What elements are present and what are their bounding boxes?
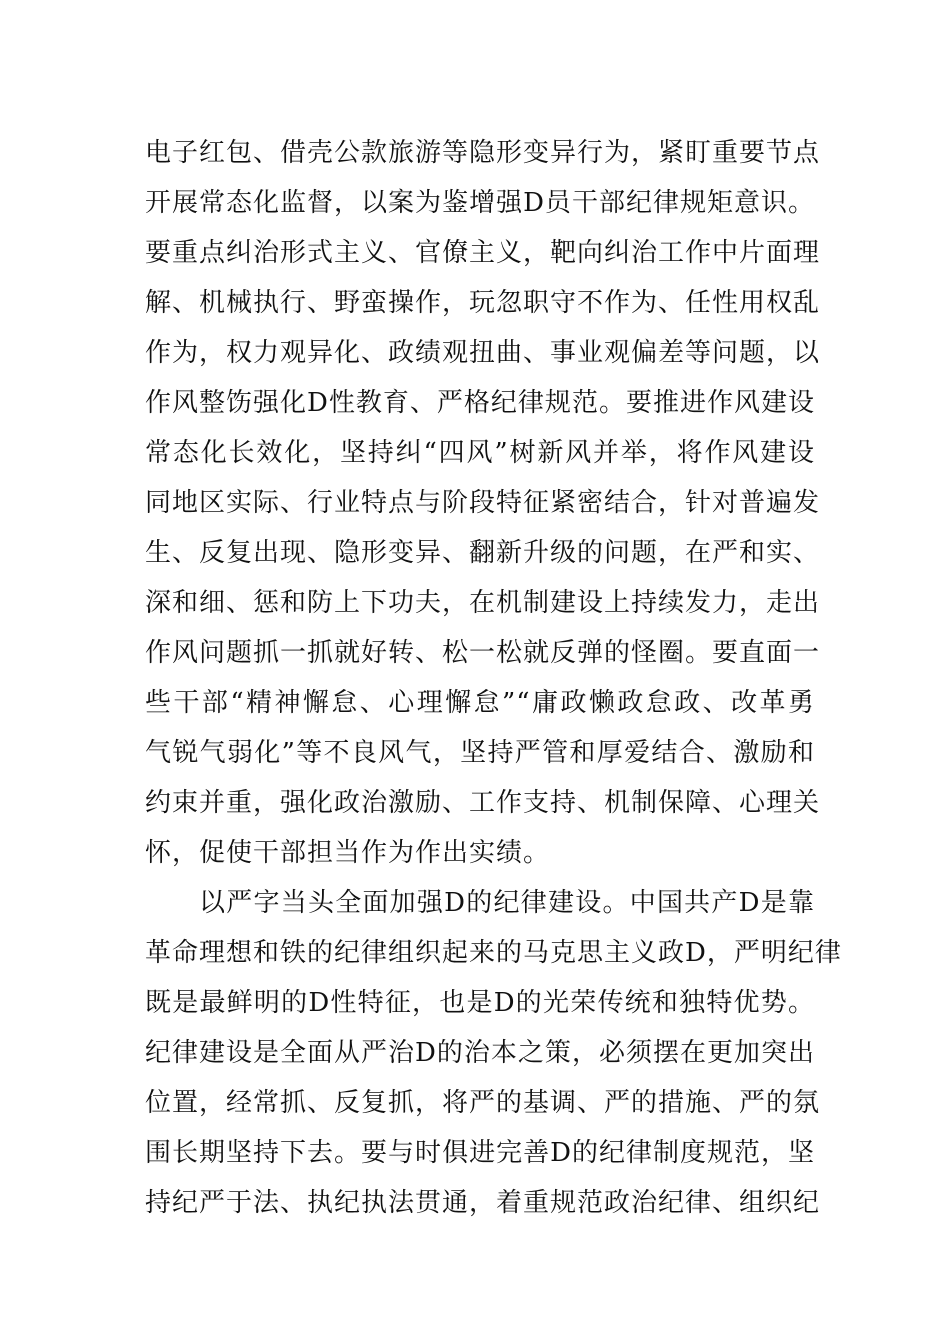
text-line: 作风问题抓一抓就好转、松一松就反弹的怪圈。要直面一 — [145, 638, 821, 668]
body-text — [145, 128, 842, 1228]
paragraph-end-line: 怀，促使干部担当作为作出实绩。 — [145, 838, 551, 868]
text-line: 常态化长效化，坚持纠“四风”树新风并举，将作风建设 — [145, 438, 815, 468]
text-line: 解、机械执行、野蛮操作，玩忽职守不作为、任性用权乱 — [145, 288, 821, 318]
text-line: 围长期坚持下去。要与时俱进完善D的纪律制度规范，坚 — [145, 1138, 815, 1168]
text-line: 要重点纠治形式主义、官僚主义，靶向纠治工作中片面理 — [145, 238, 821, 268]
text-line: 约束并重，强化政治激励、工作支持、机制保障、心理关 — [145, 788, 821, 818]
text-line: 位置，经常抓、反复抓，将严的基调、严的措施、严的氛 — [145, 1088, 821, 1118]
paragraph-start-line: 以严字当头全面加强D的纪律建设。中国共产D是靠 — [199, 888, 815, 918]
text-line: 既是最鲜明的D性特征，也是D的光荣传统和独特优势。 — [145, 988, 815, 1018]
text-line: 作风整饬强化D性教育、严格纪律规范。要推进作风建设 — [145, 388, 815, 418]
text-line: 深和细、惩和防上下功夫，在机制建设上持续发力，走出 — [145, 588, 821, 618]
text-line: 生、反复出现、隐形变异、翻新升级的问题，在严和实、 — [145, 538, 821, 568]
text-line: 些干部“精神懈怠、心理懈怠”“庸政懒政怠政、改革勇 — [145, 688, 815, 718]
text-line: 纪律建设是全面从严治D的治本之策，必须摆在更加突出 — [145, 1038, 815, 1068]
text-line: 电子红包、借壳公款旅游等隐形变异行为，紧盯重要节点 — [145, 138, 821, 168]
text-line: 作为，权力观异化、政绩观扭曲、事业观偏差等问题，以 — [145, 338, 821, 368]
text-line: 开展常态化监督，以案为鉴增强D员干部纪律规矩意识。 — [145, 188, 815, 218]
text-line: 持纪严于法、执纪执法贯通，着重规范政治纪律、组织纪 — [145, 1188, 821, 1218]
text-line: 同地区实际、行业特点与阶段特征紧密结合，针对普遍发 — [145, 488, 821, 518]
text-line: 气锐气弱化”等不良风气，坚持严管和厚爱结合、激励和 — [145, 738, 815, 768]
text-line: 革命理想和铁的纪律组织起来的马克思主义政D，严明纪律 — [145, 938, 842, 968]
